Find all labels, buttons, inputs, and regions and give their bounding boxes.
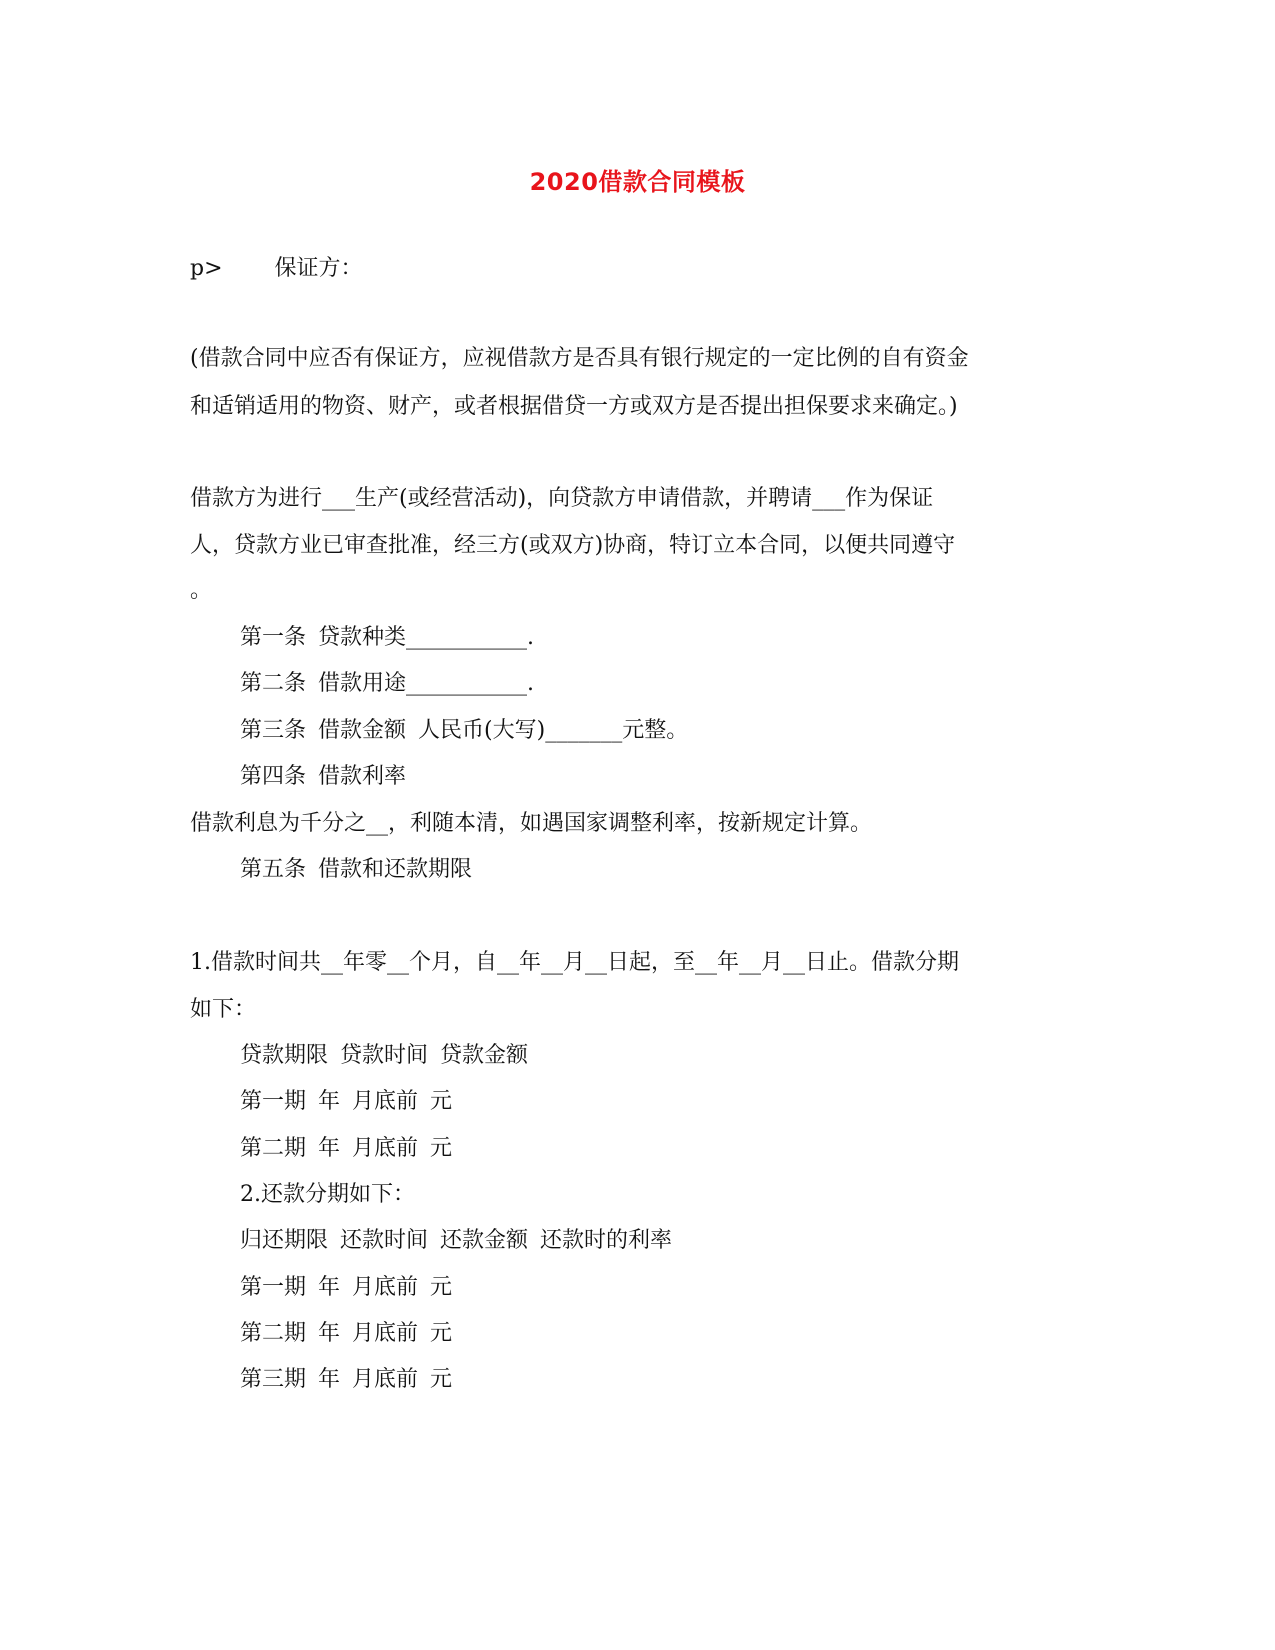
article-1-text: 贷款种类___________. bbox=[318, 625, 535, 650]
repay-header-time: 还款时间 bbox=[340, 1228, 429, 1253]
term-line-2: 如下： bbox=[190, 997, 257, 1022]
repay-heading: 2.还款分期如下： bbox=[240, 1182, 415, 1207]
article-4 bbox=[240, 762, 406, 792]
repay-table-row bbox=[240, 1319, 452, 1349]
loan-row-2-amount: 元 bbox=[430, 1136, 453, 1161]
guarantor-label: 保证方： bbox=[274, 256, 363, 281]
article-5 bbox=[240, 855, 472, 885]
term-line-1: 1.借款时间共__年零__个月，自__年__月__日起，至__年__月__日止。借款分期 bbox=[190, 950, 959, 975]
article-2 bbox=[240, 669, 534, 699]
repay-header-period: 归还期限 bbox=[240, 1228, 329, 1253]
loan-header-time: 贷款时间 bbox=[340, 1043, 429, 1068]
note-line-1: (借款合同中应否有保证方，应视借款方是否具有银行规定的一定比例的自有资金 bbox=[190, 346, 969, 371]
document-title: 2020借款合同模板 bbox=[529, 168, 746, 196]
loan-row-2-year: 年 bbox=[318, 1136, 341, 1161]
guarantor-line bbox=[190, 254, 363, 284]
loan-row-1-year: 年 bbox=[318, 1089, 341, 1114]
loan-row-1-period: 第一期 bbox=[240, 1089, 307, 1114]
article-4-text: 借款利率 bbox=[318, 764, 407, 789]
preamble-line-1: 借款方为进行___生产(或经营活动)，向贷款方申请借款，并聘请___作为保证 bbox=[190, 486, 934, 511]
article-2-text: 借款用途___________. bbox=[318, 671, 535, 696]
repay-row-2-month: 月底前 bbox=[352, 1321, 419, 1346]
repay-table-row bbox=[240, 1273, 452, 1303]
preamble-line-2: 人，贷款方业已审查批准，经三方(或双方)协商，特订立本合同，以便共同遵守 bbox=[190, 533, 956, 558]
repay-row-1-month: 月底前 bbox=[352, 1275, 419, 1300]
article-2-number: 第二条 bbox=[240, 671, 307, 696]
article-3 bbox=[240, 716, 688, 746]
loan-row-1-amount: 元 bbox=[430, 1089, 453, 1114]
repay-table-row bbox=[240, 1365, 452, 1395]
article-3-text: 借款金额 bbox=[318, 718, 407, 743]
repay-table-header bbox=[240, 1226, 672, 1256]
repay-row-3-month: 月底前 bbox=[352, 1367, 419, 1392]
loan-table-row bbox=[240, 1134, 452, 1164]
loan-table-header bbox=[240, 1041, 528, 1071]
repay-row-1-period: 第一期 bbox=[240, 1275, 307, 1300]
article-4-number: 第四条 bbox=[240, 764, 307, 789]
loan-header-period: 贷款期限 bbox=[240, 1043, 329, 1068]
article-3-amount: 人民币(大写)_______元整。 bbox=[418, 718, 689, 743]
article-1 bbox=[240, 623, 534, 653]
loan-row-2-period: 第二期 bbox=[240, 1136, 307, 1161]
article-4-body: 借款利息为千分之__，利随本清，如遇国家调整利率，按新规定计算。 bbox=[190, 811, 873, 836]
article-5-text: 借款和还款期限 bbox=[318, 857, 473, 882]
preamble-line-3: 。 bbox=[190, 578, 213, 603]
loan-row-1-month: 月底前 bbox=[352, 1089, 419, 1114]
repay-row-2-amount: 元 bbox=[430, 1321, 453, 1346]
repay-row-1-amount: 元 bbox=[430, 1275, 453, 1300]
repay-row-2-period: 第二期 bbox=[240, 1321, 307, 1346]
repay-row-3-period: 第三期 bbox=[240, 1367, 307, 1392]
repay-row-3-year: 年 bbox=[318, 1367, 341, 1392]
guarantor-prefix: p> bbox=[190, 256, 223, 281]
note-line-2: 和适销适用的物资、财产，或者根据借贷一方或双方是否提出担保要求来确定。) bbox=[190, 394, 958, 419]
article-3-number: 第三条 bbox=[240, 718, 307, 743]
article-5-number: 第五条 bbox=[240, 857, 307, 882]
repay-header-rate: 还款时的利率 bbox=[540, 1228, 673, 1253]
repay-header-amount: 还款金额 bbox=[440, 1228, 529, 1253]
loan-header-amount: 贷款金额 bbox=[440, 1043, 529, 1068]
repay-row-3-amount: 元 bbox=[430, 1367, 453, 1392]
article-1-number: 第一条 bbox=[240, 625, 307, 650]
repay-row-1-year: 年 bbox=[318, 1275, 341, 1300]
loan-row-2-month: 月底前 bbox=[352, 1136, 419, 1161]
loan-table-row bbox=[240, 1087, 452, 1117]
repay-row-2-year: 年 bbox=[318, 1321, 341, 1346]
